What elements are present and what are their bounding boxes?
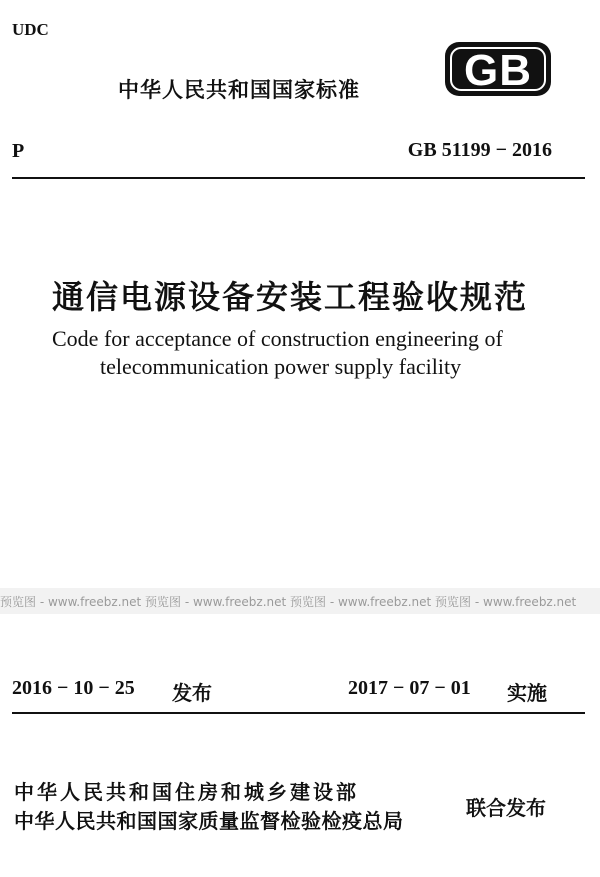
implement-date: 2017 − 07 − 01 (348, 677, 471, 699)
joint-release-label: 联合发布 (466, 796, 546, 820)
bottom-divider (12, 712, 585, 714)
top-divider (12, 177, 585, 179)
gb-logo (443, 40, 553, 98)
publisher-ministry: 中华人民共和国住房和城乡建设部 (14, 780, 359, 804)
classification-code: P (12, 140, 25, 162)
issue-date: 2016 − 10 − 25 (12, 677, 135, 699)
title-english-line2: telecommunication power supply facility (100, 354, 462, 379)
implement-label: 实施 (507, 681, 547, 705)
publisher-aqsiq: 中华人民共和国国家质量监督检验检疫总局 (14, 809, 404, 833)
title-english-line1: Code for acceptance of construction engineering of (52, 326, 503, 351)
gb-logo-text: GB (464, 46, 532, 95)
issue-label: 发布 (172, 681, 212, 705)
title-chinese: 通信电源设备安装工程验收规范 (52, 278, 529, 316)
watermark-text: 预览图 - www.freebz.net 预览图 - www.freebz.net 预览图 - www.freebz.net 预览图 - www.freebz.net (0, 595, 577, 609)
national-standard-heading: 中华人民共和国国家标准 (118, 78, 360, 102)
standard-number: GB 51199 − 2016 (407, 139, 552, 161)
udc-label: UDC (12, 20, 49, 39)
